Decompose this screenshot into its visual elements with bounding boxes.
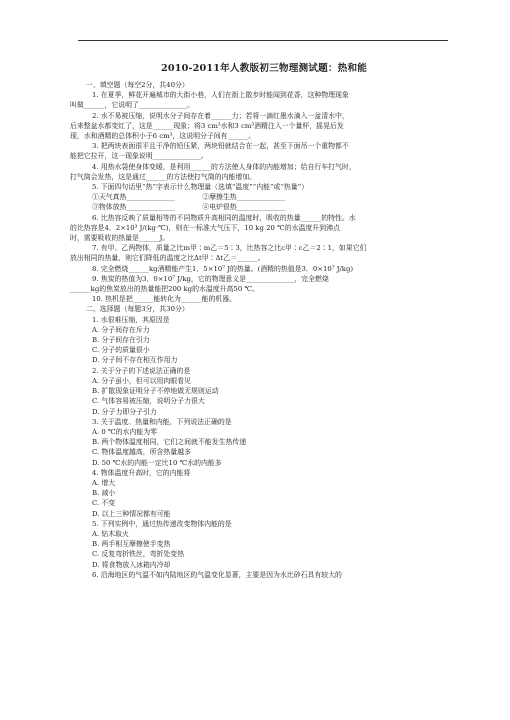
text-line: 叫做______，它说明了______________。 bbox=[70, 101, 195, 110]
text-line: 现，水和酒精的总体积小于6 cm³，这说明分子间有______。 bbox=[70, 132, 256, 141]
text-line: 9. 焦炭的热值为3．0×10⁷ J/kg，它的物理意义是______________，完全燃烧 bbox=[92, 274, 329, 283]
text-line: 打气筒会发热，这是通过______的方法使打气筒的内能增加。 bbox=[70, 172, 257, 181]
text-line: A. 钻木取火 bbox=[92, 529, 129, 538]
text-line: 6. 沿海地区的气温不如内陆地区的气温变化显著，主要是因为水比砂石具有较大的 bbox=[92, 570, 342, 579]
text-line: 的比热容是4．2×10³ J/(kg·℃)，则在一标准大气压下，10 kg 20 ℃的水温度升到沸点 bbox=[70, 223, 340, 232]
text-line: 1. 水很难压缩，其原因是 bbox=[92, 315, 170, 324]
text-line: B. 两手相互摩擦使手变热 bbox=[92, 540, 171, 549]
text-line: A. 增大 bbox=[92, 478, 116, 487]
text-line: 4. 物体温度升高时，它的内能将 bbox=[92, 468, 191, 477]
text-line: ______kg的焦炭放出的热量能把200 kg的水温度升高50 ℃。 bbox=[70, 285, 259, 294]
text-line: ③物体放热______________ ④电炉很热______________ bbox=[92, 203, 285, 212]
text-line: 6. 比热容反映了质量相等的不同物质升高相同的温度时，吸收的热量______的特性。水 bbox=[92, 213, 356, 222]
text-line: 4. 用热水袋使身体变暖，是利用______的方法使人身体的内能增加；给自行车打气时， bbox=[92, 162, 356, 171]
text-line: D. 50 ℃水的内能一定比10 ℃水的内能多 bbox=[92, 458, 222, 467]
text-line: B. 分子间存在引力 bbox=[92, 336, 150, 345]
text-line: B. 两个物体温度相同，它们之间就不能发生热传递 bbox=[92, 438, 247, 447]
text-line: 时，需要吸收的热量是______J。 bbox=[70, 234, 170, 243]
text-line: 2. 关于分子的下述说法正确的是 bbox=[92, 366, 191, 375]
text-line: C. 气体容易被压缩，说明分子力很大 bbox=[92, 397, 205, 406]
document-body bbox=[70, 80, 458, 580]
text-line: 5. 下面四句话里“热”字表示什么物理量（选填“温度”“内能”或“热量”） bbox=[92, 183, 309, 192]
text-line: D. 分子力即分子引力 bbox=[92, 407, 157, 416]
text-line: D. 分子间不存在相互作用力 bbox=[92, 356, 178, 365]
text-line: 8. 完全燃烧______kg酒精能产生1．5×10⁷ J的热量。(酒精的热值是3．0×10⁷ J/kg) bbox=[92, 264, 354, 273]
text-line: C. 反复弯折铁丝，弯折处变热 bbox=[92, 550, 185, 559]
text-line: B. 减小 bbox=[92, 489, 116, 498]
text-line: 能把它拉开，这一现象说明______________。 bbox=[70, 152, 208, 161]
text-line: 3. 把两块表面很平且干净的铅压紧，两块铅就结合在一起，甚至下面吊一个重物都不 bbox=[92, 142, 349, 151]
text-line: C. 不变 bbox=[92, 499, 116, 508]
text-line: 2. 水不易被压缩，说明水分子间存在着______力；若将一滴红墨水滴入一盆清水中， bbox=[92, 111, 349, 120]
text-line: 5. 下列实例中，通过热传递改变物体内能的是 bbox=[92, 519, 232, 528]
text-line: 1. 在夏季，鲜花开遍城市的大街小巷，人们在街上散步时能闻到花香，这种物理现象 bbox=[92, 91, 349, 100]
text-line: 7. 有甲、乙两物体，质量之比m甲∶m乙＝5∶3，比热容之比c甲∶c乙＝2∶1，如果它们 bbox=[92, 244, 367, 253]
text-line: C. 物体温度越高，所含热量越多 bbox=[92, 448, 191, 457]
text-line: 放出相同的热量，则它们降低的温度之比Δt甲∶Δt乙＝______。 bbox=[70, 254, 265, 263]
text-line: C. 分子的质量很小 bbox=[92, 346, 150, 355]
header-rule bbox=[78, 40, 448, 41]
text-line: 一、填空题（每空2分，共40分） bbox=[86, 81, 189, 89]
text-line: D. 将食物放入冰箱内冷却 bbox=[92, 560, 171, 569]
text-line: D. 以上三种情况都有可能 bbox=[92, 509, 171, 518]
text-line: A. 0 ℃的水内能为零 bbox=[92, 427, 157, 436]
text-line: 3. 关于温度、热量和内能，下列说法正确的是 bbox=[92, 417, 232, 426]
text-line: B. 扩散现象证明分子不停地做无规则运动 bbox=[92, 387, 219, 396]
text-line: 后来整盆水都变红了，这是______现象；将3 cm³水和3 cm³酒精注入一个量杯，摇晃后发 bbox=[70, 121, 344, 130]
document-title: 2010-2011年人教版初三物理测试题：热和能 bbox=[160, 63, 368, 74]
text-line: A. 分子虽小，但可以用肉眼看见 bbox=[92, 376, 191, 385]
text-line: 二、选择题（每题3分，共30分） bbox=[86, 305, 189, 314]
text-line: A. 分子间存在斥力 bbox=[92, 325, 150, 334]
text-line: ①天气真热______________ ②摩擦生热______________ bbox=[92, 193, 285, 202]
text-line: 10. 热机是把______能转化为______能的机器。 bbox=[92, 295, 237, 304]
